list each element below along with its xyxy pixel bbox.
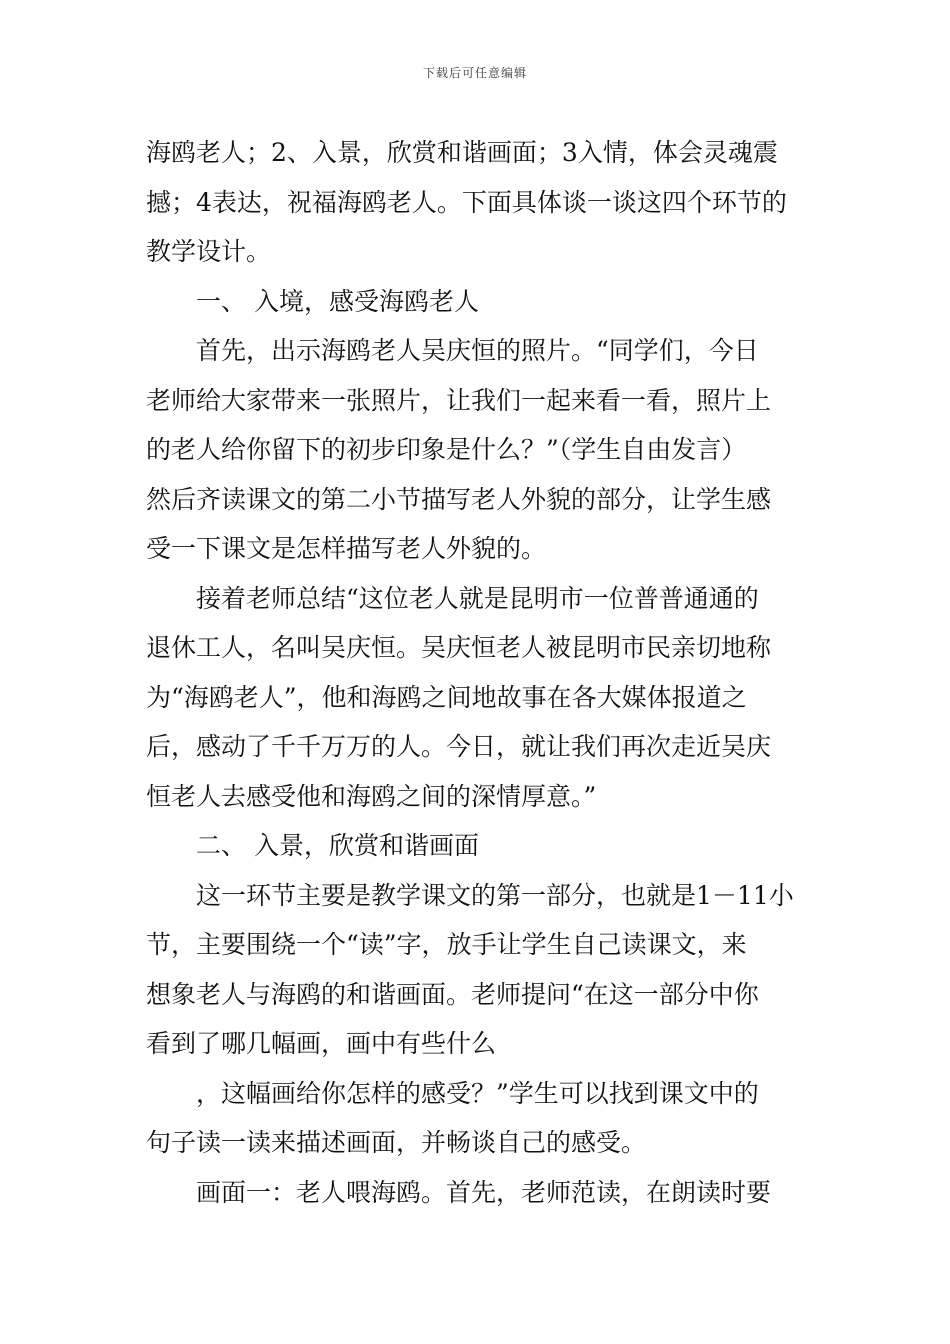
text-line: 想象老人与海鸥的和谐画面。老师提问“在这一部分中你 xyxy=(146,979,759,1009)
text-line: 节，主要围绕一个“读”字，放手让学生自己读课文，来 xyxy=(146,930,747,959)
text-line: 首先，出示海鸥老人吴庆恒的照片。“同学们，今日 xyxy=(196,336,759,365)
text-line: 为“海鸥老人”，他和海鸥之间地故事在各大媒体报道之 xyxy=(146,682,747,712)
text-line: 退休工人，名叫吴庆恒。吴庆恒老人被昆明市民亲切地称 xyxy=(146,633,772,662)
text-line: 教学设计。 xyxy=(146,237,272,266)
text-line: 后，感动了千千万万的人。今日，就让我们再次走近吴庆 xyxy=(146,732,772,761)
text-line: 恒老人去感受他和海鸥之间的深情厚意。” xyxy=(146,781,597,811)
text-line: ，这幅画给你怎样的感受？”学生可以找到课文中的 xyxy=(196,1078,759,1108)
text-line: 接着老师总结“这位老人就是昆明市一位普普通通的 xyxy=(196,583,759,613)
text-line: 的老人给你留下的初步印象是什么？”（学生自由发言） xyxy=(146,435,747,464)
text-line: 然后齐读课文的第二小节描写老人外貌的部分，让学生感 xyxy=(146,484,772,514)
page-header: 下载后可任意编辑 xyxy=(422,66,527,80)
text-line: 画面一：老人喂海鸥。首先，老师范读，在朗读时要 xyxy=(196,1177,772,1207)
text-line: 老师给大家带来一张照片，让我们一起来看一看，照片上 xyxy=(146,385,772,415)
text-line: 一、 入境，感受海鸥老人 xyxy=(196,286,479,316)
text-line: 海鸥老人；2、入景，欣赏和谐画面；3入情，体会灵魂震 xyxy=(146,138,778,167)
text-line: 受一下课文是怎样描写老人外貌的。 xyxy=(146,534,547,563)
text-line: 这一环节主要是教学课文的第一部分，也就是1－11小 xyxy=(196,880,794,910)
text-line: 二、 入景，欣赏和谐画面 xyxy=(196,831,479,860)
document-body xyxy=(146,128,808,1217)
text-line: 句子读一读来描述画面，并畅谈自己的感受。 xyxy=(146,1128,647,1157)
text-line: 撼；4表达，祝福海鸥老人。下面具体谈一谈这四个环节的 xyxy=(146,187,787,217)
text-line: 看到了哪几幅画，画中有些什么 xyxy=(146,1029,497,1058)
